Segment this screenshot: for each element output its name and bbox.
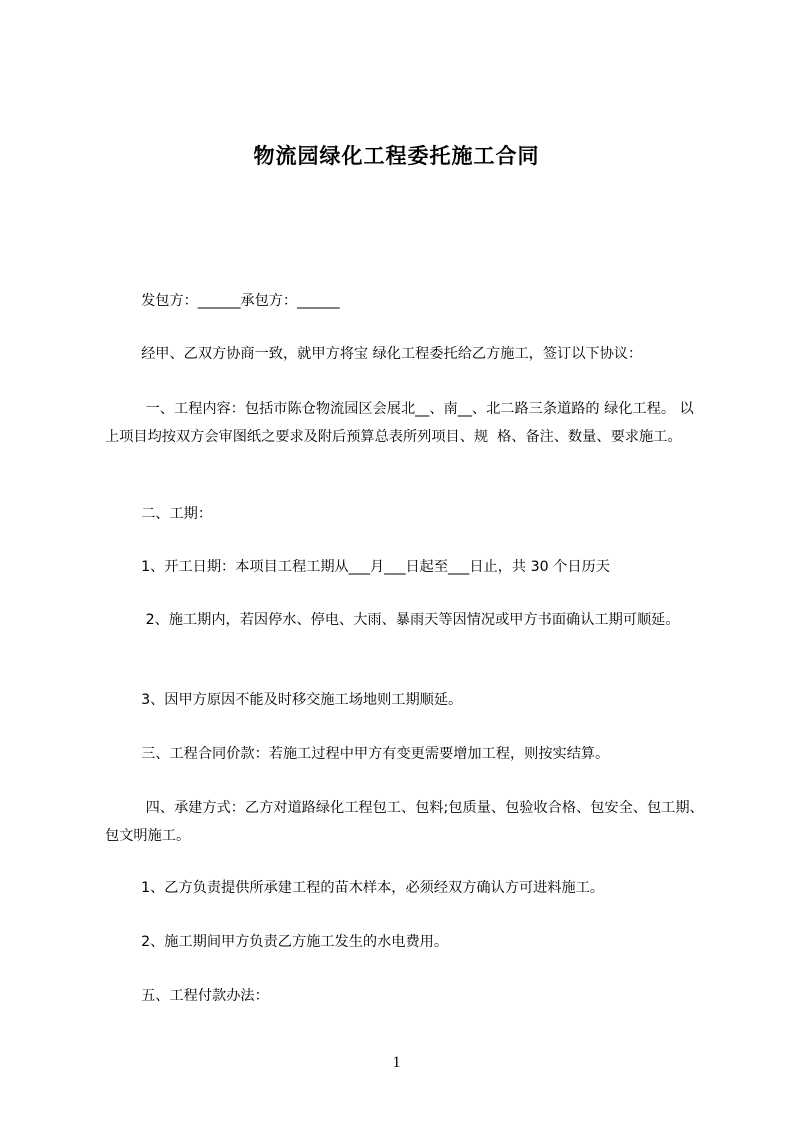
paragraph-utilities: 2、施工期间甲方负责乙方施工发生的水电费用。	[105, 934, 449, 950]
paragraph-samples: 1、乙方负责提供所承建工程的苗木样本，必须经双方确认方可进料施工。	[105, 880, 605, 896]
paragraph-start-date: 1、开工日期：本项目工程工期从___月___日起至___日止，共 30 个日历天	[105, 559, 610, 575]
paragraph-agreement-intro: 经甲、乙双方协商一致，就甲方将宝 绿化工程委托给乙方施工，签订以下协议：	[105, 346, 643, 362]
paragraph-section-1-scope: 一、工程内容：包括市陈仓物流园区会展北__、南__、北二路三条道路的 绿化工程。 以上项目均按双方会审图纸之要求及附后预算总表所列项目、规 格、备注、数量、要求施工。	[105, 401, 694, 445]
paragraph-section-3-price: 三、工程合同价款：若施工过程中甲方有变更需要增加工程，则按实结算。	[105, 746, 610, 762]
page-title: 物流园绿化工程委托施工合同	[253, 144, 540, 168]
paragraph-section-4-method: 四、承建方式：乙方对道路绿化工程包工、包料;包质量、包验收合格、包安全、包工期、包文明施工。	[105, 800, 704, 844]
paragraph-section-2-heading: 二、工期：	[105, 506, 213, 522]
page-number: 1	[392, 1054, 401, 1071]
paragraph-delay-site: 3、因甲方原因不能及时移交施工场地则工期顺延。	[105, 692, 463, 708]
paragraph-delay-weather: 2、施工期内，若因停水、停电、大雨、暴雨天等因情况或甲方书面确认工期可顺延。	[105, 612, 680, 628]
paragraph-parties: 发包方：______承包方：______	[105, 293, 340, 309]
paragraph-section-5-heading: 五、工程付款办法：	[105, 988, 269, 1004]
